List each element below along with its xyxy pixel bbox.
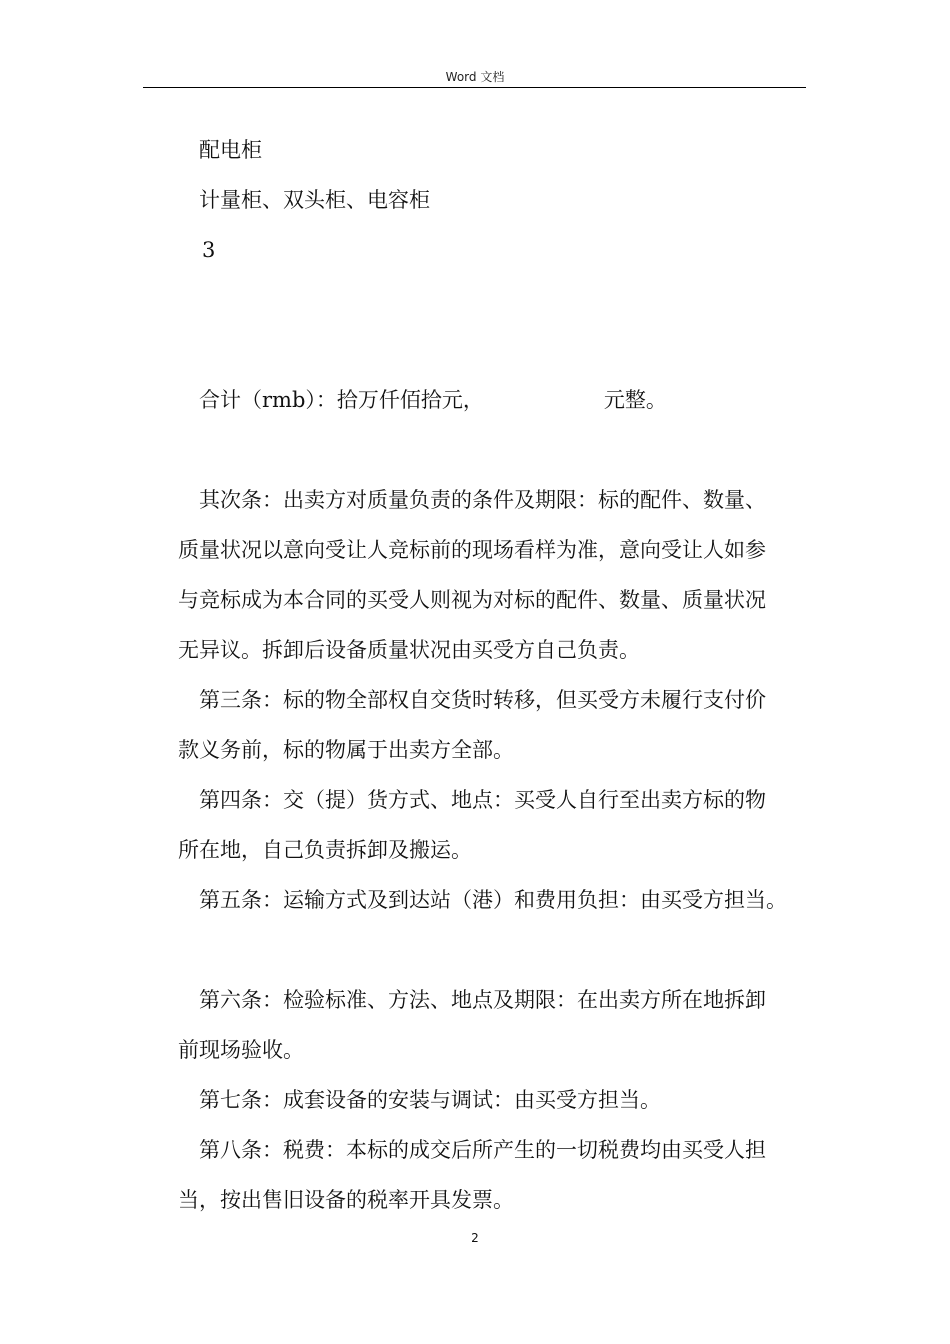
- list-item: 计量柜、双头柜、电容柜: [199, 188, 430, 212]
- article-4-line: 所在地，自己负责拆卸及搬运。: [178, 838, 472, 862]
- page-header-title: Word 文档: [445, 70, 505, 84]
- page-number: 2: [471, 1231, 479, 1245]
- article-3-line: 第三条：标的物全部权自交货时转移，但买受方未履行支付价: [199, 688, 766, 712]
- article-7-line: 第七条：成套设备的安装与调试：由买受方担当。: [199, 1088, 661, 1112]
- article-2-line: 与竞标成为本合同的买受人则视为对标的配件、数量、质量状况: [178, 588, 766, 612]
- article-2-line: 质量状况以意向受让人竞标前的现场看样为准，意向受让人如参: [178, 538, 766, 562]
- article-6-line: 前现场验收。: [178, 1038, 304, 1062]
- article-2-line: 无异议。拆卸后设备质量状况由买受方自己负责。: [178, 638, 640, 662]
- total-suffix: 元整。: [603, 388, 667, 412]
- header-divider: [143, 87, 806, 88]
- list-item: 3: [202, 238, 216, 262]
- total-line: [199, 386, 667, 414]
- article-2-line: 其次条：出卖方对质量负责的条件及期限：标的配件、数量、: [199, 488, 766, 512]
- article-4-line: 第四条：交（提）货方式、地点：买受人自行至出卖方标的物: [199, 788, 766, 812]
- total-prefix: 合计（rmb）：拾万仟佰拾元，: [199, 388, 484, 412]
- article-8-line: 当，按出售旧设备的税率开具发票。: [178, 1188, 514, 1212]
- article-6-line: 第六条：检验标准、方法、地点及期限：在出卖方所在地拆卸: [199, 988, 766, 1012]
- list-item: 配电柜: [199, 138, 262, 162]
- article-8-line: 第八条：税费：本标的成交后所产生的一切税费均由买受人担: [199, 1138, 766, 1162]
- article-3-line: 款义务前，标的物属于出卖方全部。: [178, 738, 514, 762]
- article-5-line: 第五条：运输方式及到达站（港）和费用负担：由买受方担当。: [199, 888, 787, 912]
